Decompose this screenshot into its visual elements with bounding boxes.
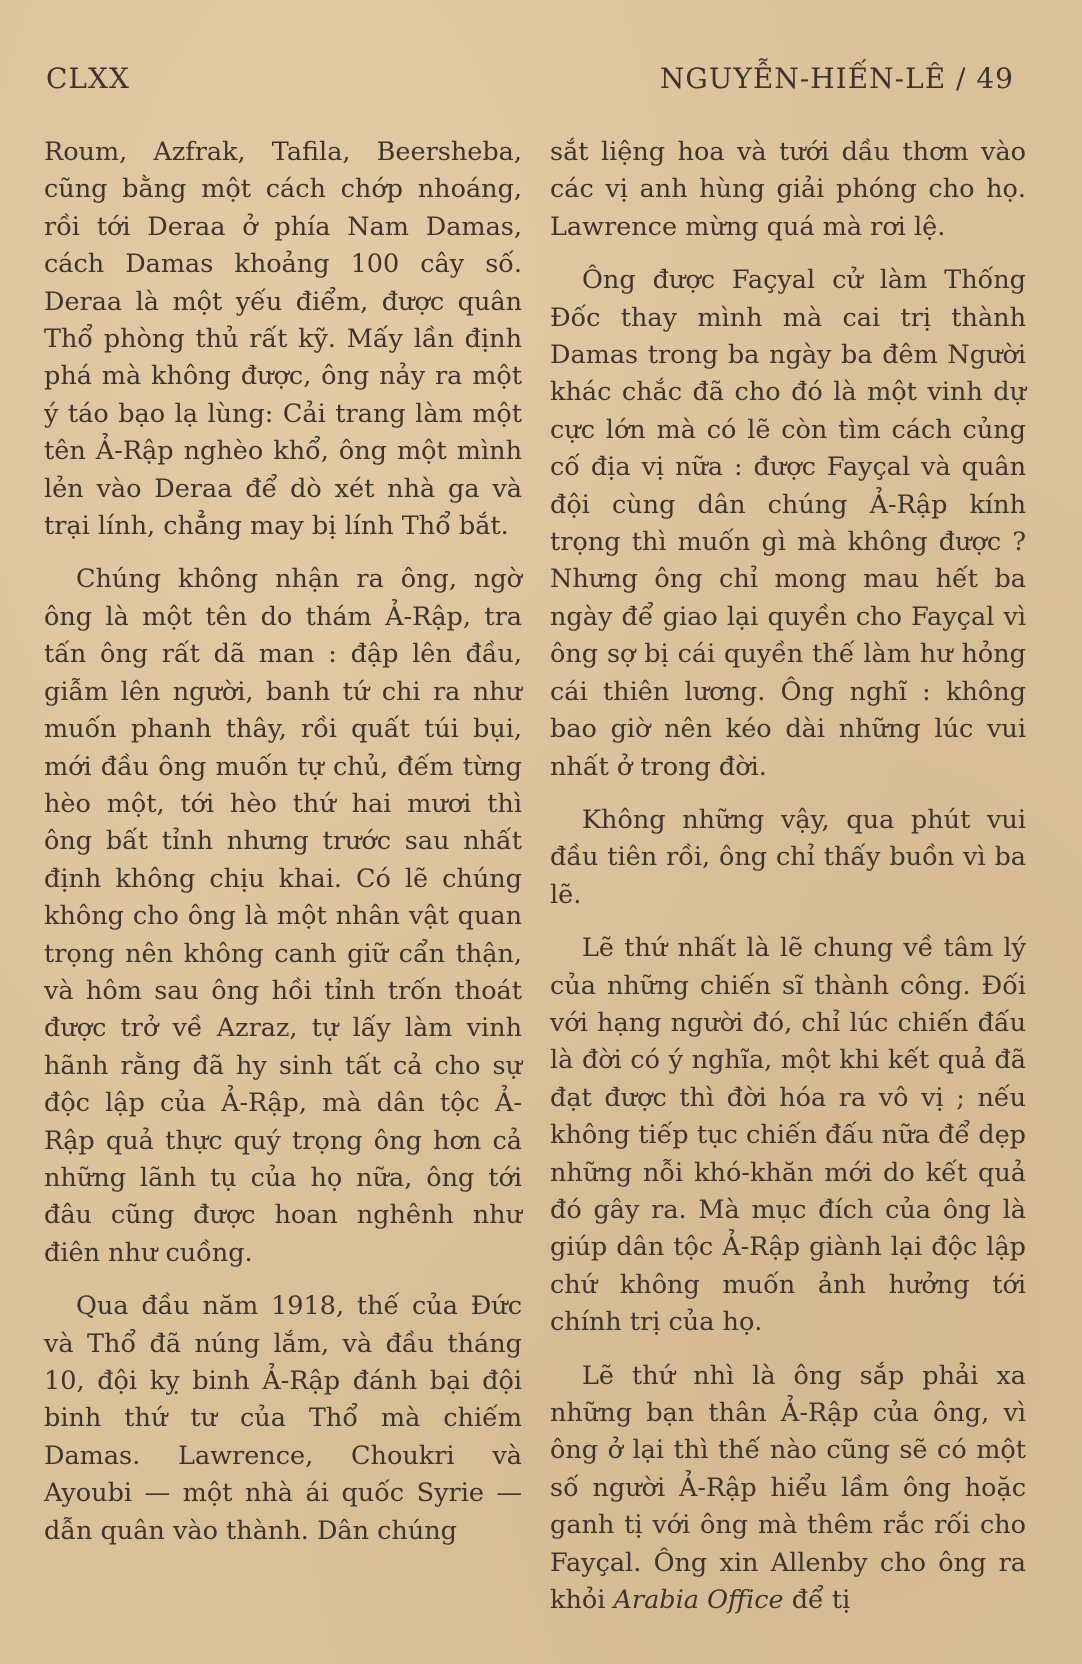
paragraph: Chúng không nhận ra ông, ngờ ông là một tên do thám Ả-Rập, tra tấn ông rất dã man : đập lên đầu, giẫm lên người, banh tứ chi ra như muốn phanh thây, rồi quất túi bụi, mới đầu ông muốn tự chủ, đếm từng hèo một, tới hèo thứ hai mươi thì ông bất tỉnh nhưng trước sau nhất định không chịu khai. Có lẽ chúng không cho ông là một nhân vật quan trọng nên không canh giữ cẩn thận, và hôm sau ông hồi tỉnh trốn thoát được trở về Azraz, tự lấy làm vinh hãnh rằng đã hy sinh tất cả cho sự độc lập của Ả-Rập, mà dân tộc Ả-Rập quả thực quý trọng ông hơn cả những lãnh tụ của họ nữa, ông tới đâu cũng được hoan nghênh như điên như cuồng. [44, 564, 522, 1268]
paragraph: Ông được Façyal cử làm Thống Đốc thay mình mà cai trị thành Damas trong ba ngày ba đêm Người khác chắc đã cho đó là một vinh dự cực lớn mà có lẽ còn tìm cách củng cố địa vị nữa : được Fayçal và quân đội cùng dân chúng Ả-Rập kính trọng thì muốn gì mà không được ? Nhưng ông chỉ mong mau hết ba ngày để giao lại quyền cho Fayçal vì ông sợ bị cái quyền thế làm hư hỏng cái thiên lương. Ông nghĩ : không bao giờ nên kéo dài những lúc vui nhất ở trong đời. [550, 265, 1026, 782]
italic-term: Arabia Office [613, 1585, 784, 1616]
paragraph: Roum, Azfrak, Tafila, Beersheba, cũng bằng một cách chớp nhoáng, rồi tới Deraa ở phía Nam Damas, cách Damas khoảng 100 cây số. Deraa là một yếu điểm, được quân Thổ phòng thủ rất kỹ. Mấy lần định phá mà không được, ông nảy ra một ý táo bạo lạ lùng: Cải trang làm một tên Ả-Rập nghèo khổ, ông một mình lẻn vào Deraa để dò xét nhà ga và trại lính, chẳng may bị lính Thổ bắt. [44, 137, 522, 542]
paragraph: Lẽ thứ nhất là lẽ chung về tâm lý của những chiến sĩ thành công. Đối với hạng người đó, chỉ lúc chiến đấu là đời có ý nghĩa, một khi kết quả đã đạt được thì đời hóa ra vô vị ; nếu không tiếp tục chiến đấu nữa để dẹp những nỗi khó-khăn mới do kết quả đó gây ra. Mà mục đích của ông là giúp dân tộc Ả-Rập giành lại độc lập chứ không muốn ảnh hưởng tới chính trị của họ. [550, 933, 1026, 1338]
paragraph-text: Lẽ thứ nhì là ông sắp phải xa những bạn thân Ả-Rập của ông, vì ông ở lại thì thế nào cũng sẽ có một số người Ả-Rập hiểu lầm ông hoặc ganh tị với ông mà thêm rắc rối cho Fayçal. Ông xin Allenby cho ông ra khỏi [550, 1360, 1026, 1616]
chapter-number: CLXX [46, 62, 130, 95]
paragraph-text: để tị [783, 1585, 851, 1616]
page-header [46, 62, 1014, 102]
left-column [44, 134, 522, 1550]
paragraph: sắt liệng hoa và tưới dầu thơm vào các vị anh hùng giải phóng cho họ. Lawrence mừng quá mà rơi lệ. [550, 137, 1026, 242]
running-title: NGUYỄN-HIẾN-LÊ / 49 [659, 62, 1014, 95]
paragraph: Không những vậy, qua phút vui đầu tiên rồi, ông chỉ thấy buồn vì ba lẽ. [550, 804, 1026, 910]
paragraph: Qua đầu năm 1918, thế của Đức và Thổ đã núng lắm, và đầu tháng 10, đội kỵ binh Ả-Rập đánh bại đội binh thứ tư của Thổ mà chiếm Damas. Lawrence, Choukri và Ayoubi — một nhà ái quốc Syrie — dẫn quân vào thành. Dân chúng [44, 1291, 522, 1546]
right-column [550, 134, 1026, 1619]
paragraph [550, 1358, 1026, 1620]
